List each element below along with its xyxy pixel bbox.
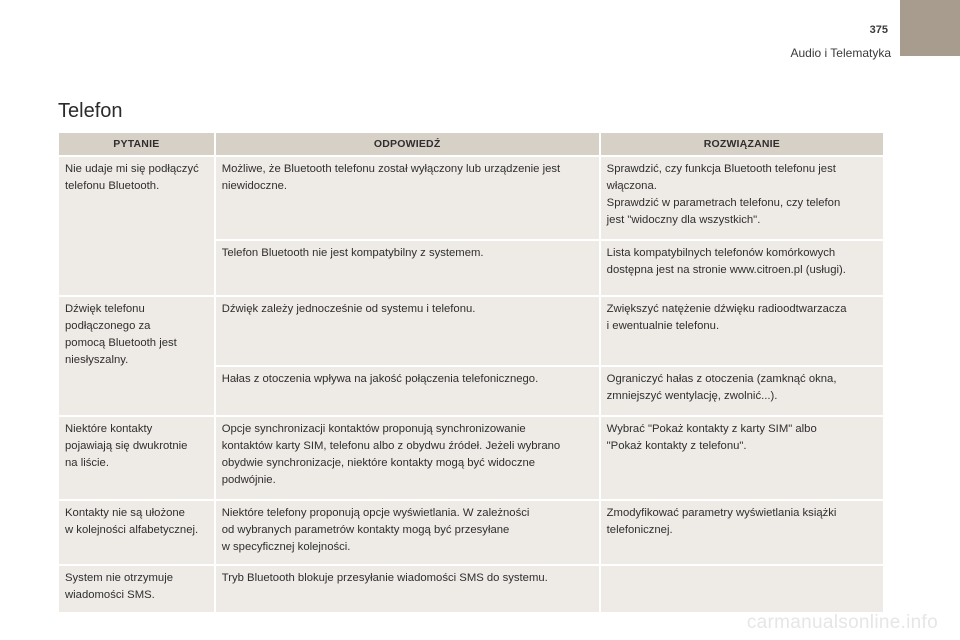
faq-table (57, 133, 885, 612)
question-cell: Kontakty nie są ułożone w kolejności alfabetycznej. (59, 499, 214, 564)
table-row (59, 295, 883, 365)
page-number: 375 (869, 24, 888, 36)
column-header-question: PYTANIE (59, 133, 214, 155)
corner-tab (900, 0, 960, 56)
answer-cell: Telefon Bluetooth nie jest kompatybilny z systemem. (216, 239, 599, 295)
section-name: Audio i Telematyka (790, 46, 891, 60)
solution-cell: Zmodyfikować parametry wyświetlania książki telefonicznej. (601, 499, 883, 564)
answer-cell: Tryb Bluetooth blokuje przesyłanie wiadomości SMS do systemu. (216, 564, 599, 612)
question-cell: Dźwięk telefonu podłączonego za pomocą Bluetooth jest niesłyszalny. (59, 295, 214, 415)
answer-cell: Możliwe, że Bluetooth telefonu został wyłączony lub urządzenie jest niewidoczne. (216, 155, 599, 239)
table-row (59, 155, 883, 239)
column-header-solution: ROZWIĄZANIE (601, 133, 883, 155)
table-header-row (59, 133, 883, 155)
solution-cell: Ograniczyć hałas z otoczenia (zamknąć okna, zmniejszyć wentylację, zwolnić...). (601, 365, 883, 415)
table-row (59, 564, 883, 612)
answer-cell: Niektóre telefony proponują opcje wyświetlania. W zależności od wybranych parametrów kontakty mogą być przesyłane w specyficznej kolejności. (216, 499, 599, 564)
column-header-answer: ODPOWIEDŹ (216, 133, 599, 155)
question-cell: Niektóre kontakty pojawiają się dwukrotnie na liście. (59, 415, 214, 499)
question-cell: System nie otrzymuje wiadomości SMS. (59, 564, 214, 612)
solution-cell: Sprawdzić, czy funkcja Bluetooth telefonu jest włączona. Sprawdzić w parametrach telefonu, czy telefon jest "widoczny dla wszystkich". (601, 155, 883, 239)
footer-watermark: carmanualsonline.info (746, 612, 938, 633)
answer-cell: Dźwięk zależy jednocześnie od systemu i telefonu. (216, 295, 599, 365)
table-row (59, 499, 883, 564)
page-title: Telefon (58, 100, 123, 122)
solution-cell (601, 564, 883, 612)
solution-cell: Lista kompatybilnych telefonów komórkowych dostępna jest na stronie www.citroen.pl (usługi). (601, 239, 883, 295)
answer-cell: Opcje synchronizacji kontaktów proponują synchronizowanie kontaktów karty SIM, telefonu albo z obydwu źródeł. Jeżeli wybrano obydwie synchronizacje, niektóre kontakty mogą być widoczne podwójnie. (216, 415, 599, 499)
solution-cell: Zwiększyć natężenie dźwięku radioodtwarzacza i ewentualnie telefonu. (601, 295, 883, 365)
table-row (59, 415, 883, 499)
answer-cell: Hałas z otoczenia wpływa na jakość połączenia telefonicznego. (216, 365, 599, 415)
solution-cell: Wybrać "Pokaż kontakty z karty SIM" albo "Pokaż kontakty z telefonu". (601, 415, 883, 499)
question-cell: Nie udaje mi się podłączyć telefonu Bluetooth. (59, 155, 214, 295)
